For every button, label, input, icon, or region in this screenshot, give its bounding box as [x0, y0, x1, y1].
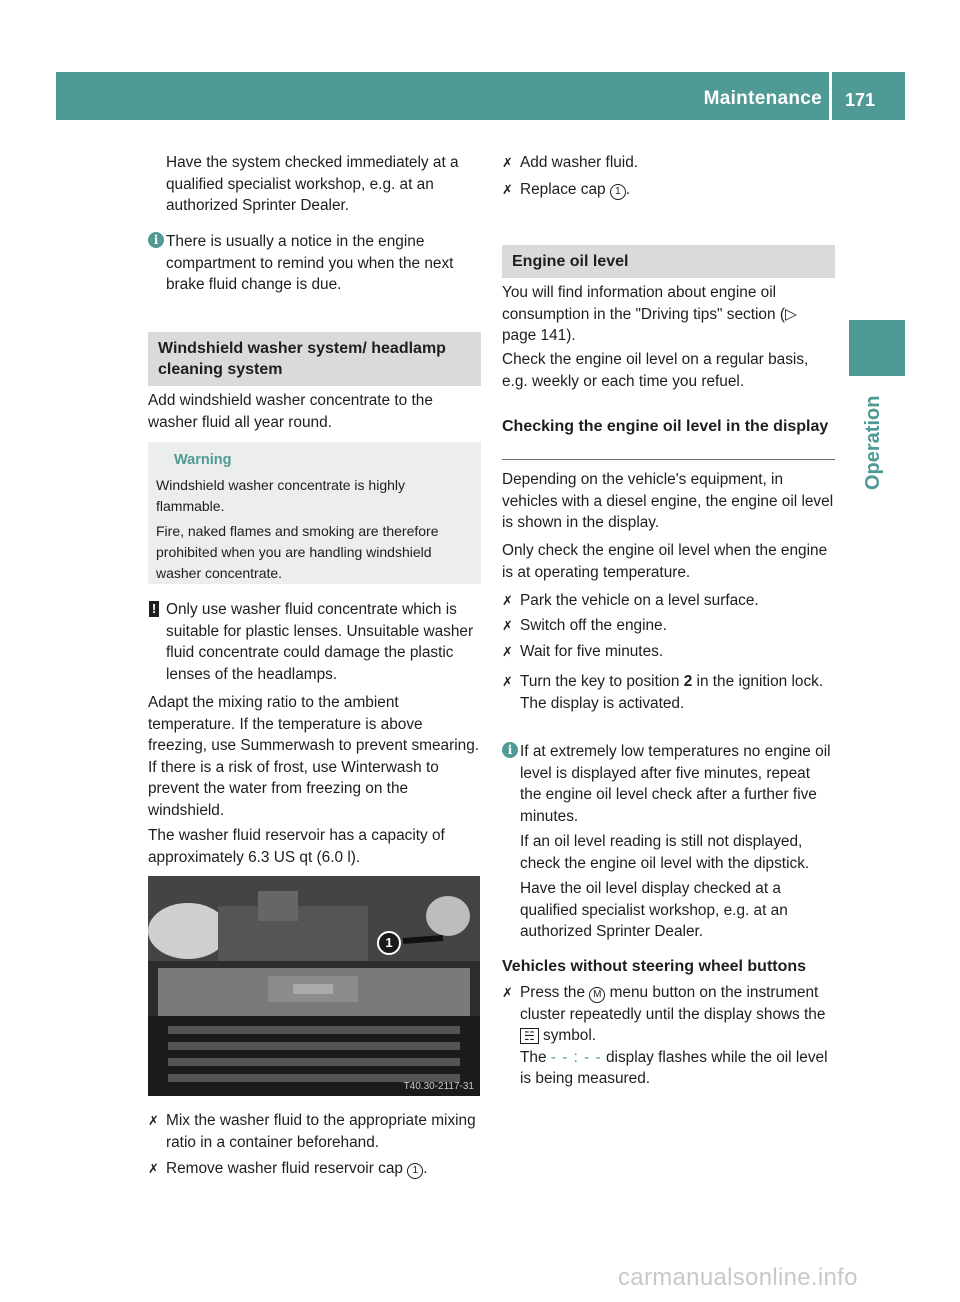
- oil-para-1: You will find information about engine oil consumption in the "Driving tips" section (▷ page 141).: [502, 284, 797, 344]
- divider: [502, 459, 835, 460]
- step-item: ✗ Replace cap 1 .: [502, 179, 835, 201]
- step-item: ✗ Turn the key to position 2 in the ignition lock. The display is activated.: [502, 673, 824, 712]
- warning-title: Warning: [156, 450, 473, 471]
- step-item: ✗ Mix the washer fluid to the appropriate mixing ratio in a container beforehand.: [148, 1112, 476, 1151]
- side-tab-label: Operation: [862, 395, 884, 490]
- header-divider: [829, 72, 832, 120]
- engine-compartment-photo: [148, 876, 480, 1096]
- step-arrow-icon: ✗: [502, 618, 513, 633]
- oil-para-3: Depending on the vehicle's equipment, in vehicles with a diesel engine, the engine oil level is shown in the display.: [502, 471, 834, 531]
- side-tab-marker: [849, 320, 905, 376]
- step-arrow-icon: ✗: [502, 985, 513, 1000]
- info-icon: i: [502, 742, 518, 758]
- step-arrow-icon: ✗: [502, 593, 513, 608]
- step-item: ✗ Park the vehicle on a level surface.: [502, 590, 835, 612]
- right-column: [502, 152, 835, 1202]
- flashing-dashes: - - : - -: [550, 1048, 602, 1066]
- callout-marker: 1: [377, 931, 401, 955]
- info-note: i There is usually a notice in the engine compartment to remind you when the next brake fluid change is due.: [148, 231, 481, 296]
- warning-text-2: Fire, naked flames and smoking are therefore prohibited when you are handling windshield washer concentrate.: [156, 523, 439, 581]
- callout-ref-icon: 1: [610, 184, 626, 200]
- step-item: ✗ Wait for five minutes.: [502, 641, 835, 663]
- info-icon: i: [148, 232, 164, 248]
- step-item: ✗ Press the M menu button on the instrument cluster repeatedly until the display shows the ☵ symbol. The - - : - - display flashes while the oil level is being measured.: [502, 984, 828, 1087]
- page-number: 171: [845, 90, 876, 110]
- mixing-text: Adapt the mixing ratio to the ambient temperature. If the temperature is above freezing, use Summerwash to prevent smearing. If there is a risk of frost, use Winterwash to prevent the water from freezing on the windshield.: [148, 694, 480, 819]
- step-arrow-icon: ✗: [502, 155, 513, 170]
- warning-text-1: Windshield washer concentrate is highly flammable.: [156, 477, 406, 514]
- section-heading-oil: Engine oil level: [502, 245, 835, 278]
- step-item: ✗ Remove washer fluid reservoir cap 1 .: [148, 1158, 481, 1180]
- image-code: T40.30-2117-31: [403, 1081, 474, 1092]
- info-note: i If at extremely low temperatures no engine oil level is displayed after five minutes, repeat the engine oil level check after a further five minutes. If an oil level reading is still not displayed, check the engine oil level with the dipstick. Have the oil level display checked at a qualified specialist workshop, e.g. at an authorized Sprinter Dealer.: [502, 741, 835, 943]
- step-arrow-icon: ✗: [502, 674, 513, 689]
- section-heading-washer: Windshield washer system/ headlamp cleaning system: [148, 332, 481, 386]
- oil-can-symbol-icon: ☵: [520, 1028, 539, 1044]
- step-arrow-icon: ✗: [148, 1161, 159, 1176]
- step-item: ✗ Switch off the engine.: [502, 615, 835, 637]
- caution-icon: !: [149, 601, 159, 617]
- capacity-text: The washer fluid reservoir has a capacity of approximately 6.3 US qt (6.0 l).: [148, 827, 445, 866]
- step-arrow-icon: ✗: [148, 1113, 159, 1128]
- step-arrow-icon: ✗: [502, 644, 513, 659]
- warning-box: [148, 442, 481, 584]
- callout-ref-icon: 1: [407, 1163, 423, 1179]
- oil-para-4: Only check the engine oil level when the engine is at operating temperature.: [502, 542, 828, 581]
- step-arrow-icon: ✗: [502, 182, 513, 197]
- sub-heading-no-buttons: Vehicles without steering wheel buttons: [502, 958, 807, 975]
- oil-para-2: Check the engine oil level on a regular basis, e.g. weekly or each time you refuel.: [502, 351, 809, 390]
- sub-heading-display: Checking the engine oil level in the display: [502, 418, 829, 435]
- page-title: Maintenance: [703, 88, 822, 109]
- engine-illustration: [148, 876, 480, 1096]
- step-item: ✗ Add washer fluid.: [502, 152, 835, 174]
- intro-text: Have the system checked immediately at a qualified specialist workshop, e.g. at an authorized Sprinter Dealer.: [166, 154, 459, 214]
- caution-note: ! Only use washer fluid concentrate which is suitable for plastic lenses. Unsuitable washer fluid concentrate could damage the plastic lenses of the headlamps.: [148, 599, 481, 685]
- section-intro: Add windshield washer concentrate to the washer fluid all year round.: [148, 392, 433, 431]
- menu-button-icon: M: [589, 987, 605, 1003]
- footer-watermark: carmanualsonline.info: [618, 1264, 858, 1291]
